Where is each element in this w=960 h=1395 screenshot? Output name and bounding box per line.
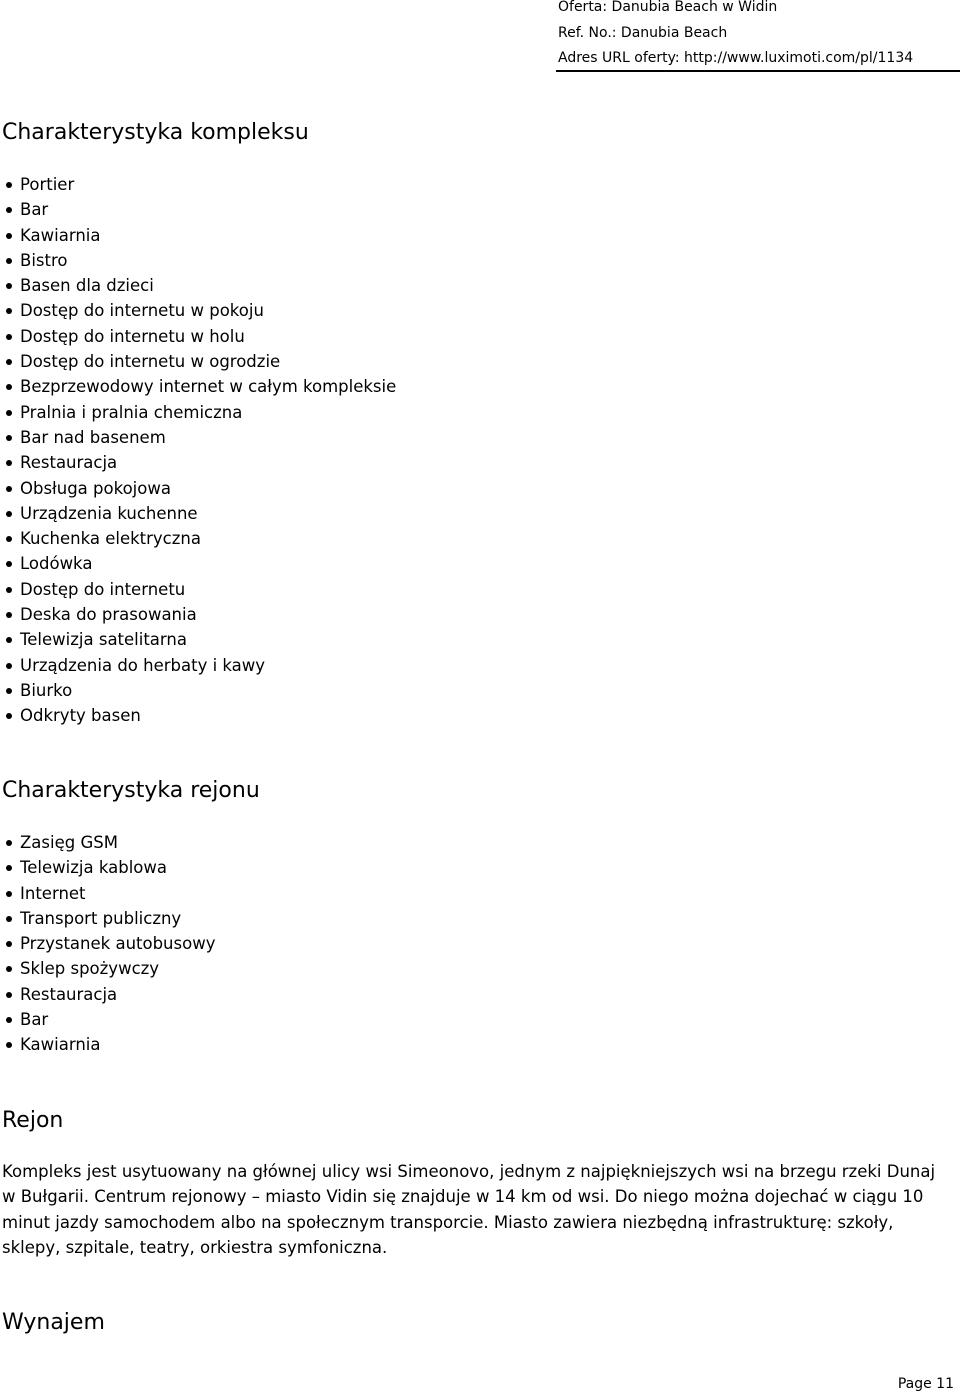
- list-item: [0, 931, 215, 956]
- bullet-icon: [6, 587, 12, 593]
- list-item-label: Obsługa pokojowa: [20, 478, 171, 498]
- list-item: [0, 223, 396, 248]
- list-item-label: Bar nad basenem: [20, 427, 166, 447]
- list-item-label: Bistro: [20, 250, 68, 270]
- region-description-heading: Rejon: [2, 1108, 64, 1133]
- list-item-label: Urządzenia do herbaty i kawy: [20, 655, 266, 675]
- bullet-icon: [6, 663, 12, 669]
- list-item-label: Portier: [20, 175, 75, 194]
- bullet-icon: [6, 410, 12, 416]
- list-item: [0, 172, 396, 197]
- list-item-label: Przystanek autobusowy: [20, 934, 216, 954]
- bullet-icon: [6, 865, 12, 871]
- bullet-icon: [6, 283, 12, 289]
- list-item: [0, 197, 396, 222]
- bullet-icon: [6, 941, 12, 947]
- bullet-icon: [6, 486, 12, 492]
- list-item-label: Zasięg GSM: [20, 833, 118, 852]
- document-header: [556, 0, 960, 72]
- list-item-label: Basen dla dzieci: [20, 276, 154, 296]
- bullet-icon: [6, 182, 12, 188]
- list-item-label: Restauracja: [20, 984, 118, 1004]
- list-item: [0, 450, 396, 475]
- bullet-icon: [6, 612, 12, 618]
- list-item: [0, 501, 396, 526]
- list-item: [0, 830, 215, 855]
- list-item: [0, 906, 215, 931]
- list-item-label: Odkryty basen: [20, 706, 141, 726]
- list-item: [0, 273, 396, 298]
- list-item-label: Pralnia i pralnia chemiczna: [20, 402, 243, 422]
- list-item: [0, 703, 396, 728]
- offer-title: Oferta: Danubia Beach w Widin: [558, 0, 778, 15]
- bullet-icon: [6, 1017, 12, 1023]
- list-item-label: Deska do prasowania: [20, 605, 197, 625]
- list-item-label: Kawiarnia: [20, 225, 101, 245]
- list-item: [0, 551, 396, 576]
- bullet-icon: [6, 688, 12, 694]
- rental-heading: Wynajem: [2, 1310, 105, 1335]
- list-item-label: Kuchenka elektryczna: [20, 529, 201, 549]
- list-item-label: Urządzenia kuchenne: [20, 503, 198, 523]
- list-item-label: Restauracja: [20, 453, 118, 473]
- list-item-label: Transport publiczny: [20, 908, 182, 928]
- list-item: [0, 956, 215, 981]
- bullet-icon: [6, 713, 12, 719]
- list-item: [0, 349, 396, 374]
- bullet-icon: [6, 840, 12, 846]
- list-item: [0, 526, 396, 551]
- list-item-label: Dostęp do internetu w pokoju: [20, 301, 264, 321]
- list-item: [0, 982, 215, 1007]
- offer-url: Adres URL oferty: http://www.luximoti.com/pl/1134: [558, 50, 914, 66]
- list-item: [0, 1007, 215, 1032]
- bullet-icon: [6, 511, 12, 517]
- complex-features-heading: Charakterystyka kompleksu: [2, 120, 309, 145]
- list-item-label: Telewizja kablowa: [20, 858, 167, 878]
- list-item: [0, 627, 396, 652]
- bullet-icon: [6, 1042, 12, 1048]
- bullet-icon: [6, 966, 12, 972]
- list-item: [0, 577, 396, 602]
- page-number: Page 11: [897, 1376, 954, 1392]
- reference-number: Ref. No.: Danubia Beach: [558, 25, 728, 41]
- region-description-text: Kompleks jest usytuowany na głównej ulicy wsi Simeonovo, jednym z najpiękniejszych wsi na brzegu rzeki Dunaj w Bułgarii. Centrum rejonowy – miasto Vidin się znajduje w 14 km od wsi. Do niego można dojechać w ciągu 10 minut jazdy samochodem albo na społecznym transporcie. Miasto zawiera niezbędną infrastrukturę: szkoły, sklepy, szpitale, teatry, orkiestra symfoniczna.: [2, 1162, 936, 1257]
- bullet-icon: [6, 435, 12, 441]
- list-item: [0, 678, 396, 703]
- list-item: [0, 400, 396, 425]
- list-item: [0, 476, 396, 501]
- list-item-label: Telewizja satelitarna: [20, 630, 187, 650]
- list-item-label: Dostęp do internetu w ogrodzie: [20, 352, 281, 372]
- bullet-icon: [6, 207, 12, 213]
- list-item: [0, 653, 396, 678]
- list-item-label: Kawiarnia: [20, 1035, 101, 1055]
- list-item: [0, 374, 396, 399]
- bullet-icon: [6, 258, 12, 264]
- list-item: [0, 324, 396, 349]
- list-item: [0, 602, 396, 627]
- list-item-label: Lodówka: [20, 554, 93, 574]
- complex-features-list: [0, 172, 396, 729]
- bullet-icon: [6, 359, 12, 365]
- list-item-label: Bar: [20, 1010, 49, 1030]
- list-item-label: Bar: [20, 200, 49, 220]
- list-item-label: Internet: [20, 883, 86, 903]
- list-item: [0, 248, 396, 273]
- region-features-list: [0, 830, 215, 1058]
- list-item-label: Biurko: [20, 680, 73, 700]
- bullet-icon: [6, 334, 12, 340]
- list-item-label: Sklep spożywczy: [20, 959, 160, 979]
- list-item: [0, 425, 396, 450]
- list-item: [0, 855, 215, 880]
- list-item-label: Bezprzewodowy internet w całym kompleksie: [20, 377, 397, 397]
- list-item: [0, 1032, 215, 1057]
- bullet-icon: [6, 992, 12, 998]
- list-item: [0, 881, 215, 906]
- bullet-icon: [6, 536, 12, 542]
- list-item-label: Dostęp do internetu w holu: [20, 326, 245, 346]
- list-item: [0, 298, 396, 323]
- list-item-label: Dostęp do internetu: [20, 579, 186, 599]
- bullet-icon: [6, 916, 12, 922]
- bullet-icon: [6, 384, 12, 390]
- bullet-icon: [6, 637, 12, 643]
- bullet-icon: [6, 891, 12, 897]
- bullet-icon: [6, 308, 12, 314]
- bullet-icon: [6, 233, 12, 239]
- bullet-icon: [6, 561, 12, 567]
- region-features-heading: Charakterystyka rejonu: [2, 778, 260, 803]
- bullet-icon: [6, 460, 12, 466]
